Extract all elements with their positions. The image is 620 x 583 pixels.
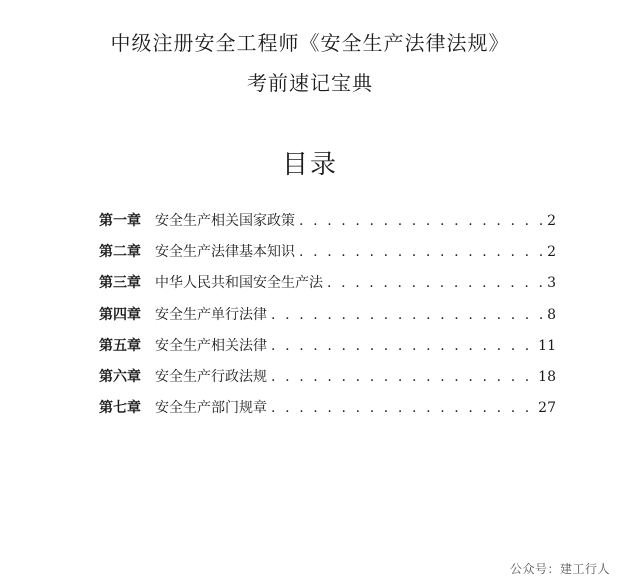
toc-entry-chapter-3[interactable] <box>99 273 556 304</box>
toc-chapter-number: 第五章 <box>99 337 141 354</box>
toc-entry-chapter-6[interactable] <box>99 367 556 398</box>
toc-chapter-title: 安全生产相关法律 <box>155 337 267 354</box>
toc-chapter-number: 第六章 <box>99 368 141 385</box>
toc-page-number: 11 <box>538 337 556 354</box>
toc-entry-chapter-2[interactable] <box>99 242 556 273</box>
toc-dot-leader <box>299 211 543 231</box>
toc-page-number: 3 <box>547 275 556 292</box>
toc-dot-leader <box>271 398 534 418</box>
toc-page-number: 2 <box>547 213 556 229</box>
toc-dot-leader <box>271 336 534 356</box>
document-title: 中级注册安全工程师《安全生产法律法规》 <box>110 31 510 55</box>
toc-dot-leader <box>271 367 534 387</box>
toc-page-number: 8 <box>547 306 556 323</box>
toc-chapter-number: 第三章 <box>99 275 141 292</box>
toc-chapter-title: 安全生产法律基本知识 <box>155 244 295 261</box>
toc-page-number: 18 <box>538 368 556 385</box>
watermark-label: 公众号：建工行人 <box>509 562 610 576</box>
toc-entry-chapter-7[interactable] <box>99 398 556 429</box>
table-of-contents <box>99 211 556 429</box>
toc-chapter-title: 安全生产部门规章 <box>155 400 267 417</box>
toc-chapter-title: 安全生产行政法规 <box>155 368 267 385</box>
toc-chapter-title: 安全生产单行法律 <box>155 306 267 323</box>
toc-dot-leader <box>271 305 543 325</box>
toc-page-number: 2 <box>547 244 556 261</box>
toc-entry-chapter-1[interactable] <box>99 211 556 242</box>
toc-entry-chapter-5[interactable] <box>99 336 556 367</box>
toc-chapter-number: 第二章 <box>99 244 141 261</box>
document-subtitle: 考前速记宝典 <box>247 71 373 95</box>
toc-chapter-number: 第一章 <box>99 213 141 229</box>
toc-dot-leader <box>299 242 543 262</box>
toc-chapter-title: 中华人民共和国安全生产法 <box>155 275 323 292</box>
toc-chapter-number: 第七章 <box>99 400 141 417</box>
toc-chapter-number: 第四章 <box>99 306 141 323</box>
toc-chapter-title: 安全生产相关国家政策 <box>155 213 295 229</box>
toc-heading: 目录 <box>281 150 338 180</box>
toc-entry-chapter-4[interactable] <box>99 305 556 336</box>
toc-dot-leader <box>327 273 543 293</box>
toc-page-number: 27 <box>538 400 556 417</box>
